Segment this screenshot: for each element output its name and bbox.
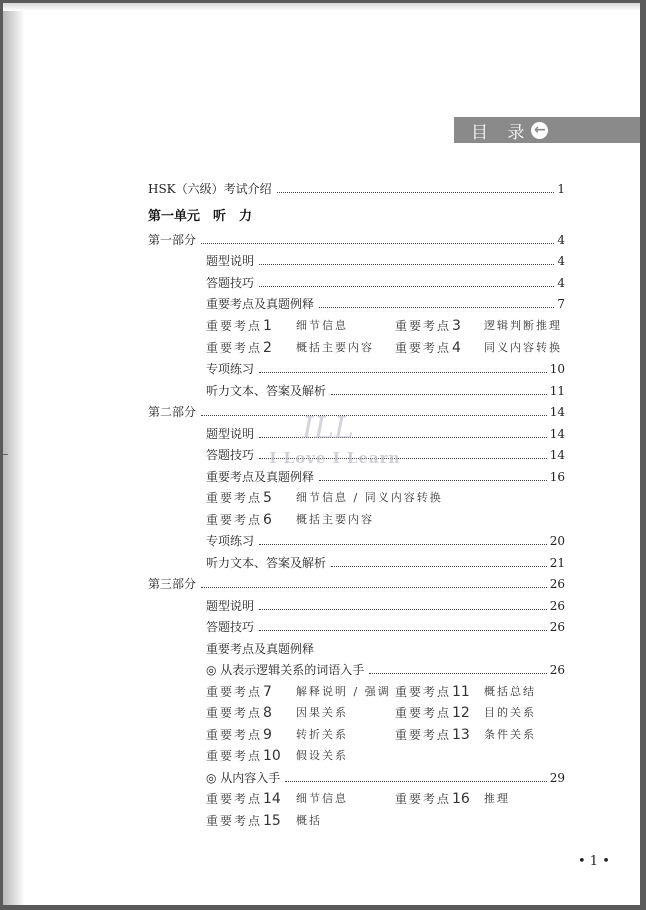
entry-label: 题型说明 (206, 254, 255, 268)
key-point-item[interactable] (206, 512, 374, 528)
toc-entry-part2-practice[interactable] (206, 533, 565, 549)
toc-entry-part2[interactable] (148, 404, 565, 420)
entry-page: 26 (549, 577, 565, 591)
entry-page: 14 (549, 427, 565, 441)
leader-dots (259, 372, 547, 373)
entry-label: 听力文本、答案及解析 (206, 384, 327, 398)
leader-dots (259, 458, 547, 459)
kp-number: 15 (263, 813, 281, 829)
leader-dots (319, 480, 547, 481)
toc-entry-part1[interactable] (148, 232, 565, 248)
kp-desc: 细节信息 (296, 792, 348, 805)
kp-desc: 概括主要内容 (296, 341, 374, 354)
key-point-item[interactable] (395, 791, 510, 807)
key-point-item[interactable] (206, 727, 348, 743)
toc-entry-part3-skills[interactable] (206, 619, 565, 635)
kp-label: 重要考点 (395, 706, 452, 720)
watermark-text: I Love I Learn (269, 449, 401, 467)
kp-desc: 因果关系 (296, 706, 348, 719)
key-point-item[interactable] (206, 791, 348, 807)
kp-number: 6 (263, 512, 272, 528)
toc-entry-part3-keypoints[interactable]: 重要考点及真题例释 (206, 642, 315, 656)
entry-page: 21 (549, 556, 565, 570)
leader-dots (331, 566, 547, 567)
kp-number: 4 (452, 340, 461, 356)
key-point-item[interactable] (206, 705, 348, 721)
kp-desc: 转折关系 (296, 728, 348, 741)
kp-desc: 概括 (296, 814, 322, 827)
kp-number: 7 (263, 684, 272, 700)
key-point-item[interactable] (395, 705, 536, 721)
toc-entry-part2-skills[interactable] (206, 447, 565, 463)
toc-entry-part2-type[interactable] (206, 426, 565, 442)
key-point-item[interactable] (206, 490, 443, 506)
entry-page: 20 (549, 534, 565, 548)
kp-label: 重要考点 (206, 491, 263, 505)
kp-number: 2 (263, 340, 272, 356)
watermark-logo: ILL (302, 411, 354, 446)
entry-label: HSK（六级）考试介绍 (148, 182, 272, 196)
entry-label: 第三部分 (148, 577, 197, 591)
document-page (3, 3, 640, 905)
entry-label: ◎ 从表示逻辑关系的词语入手 (206, 663, 365, 677)
entry-page: 16 (549, 470, 565, 484)
toc-entry-part3-content[interactable] (206, 770, 565, 786)
entry-label: 专项练习 (206, 362, 255, 376)
kp-desc: 细节信息 / 同义内容转换 (296, 491, 443, 504)
page-number: • 1 • (578, 854, 610, 869)
entry-label: 听力文本、答案及解析 (206, 556, 327, 570)
key-point-item[interactable] (206, 340, 374, 356)
leader-dots (259, 609, 547, 610)
kp-desc: 解释说明 / 强调 (296, 685, 391, 698)
kp-label: 重要考点 (206, 792, 263, 806)
toc-banner (454, 117, 640, 143)
kp-label: 重要考点 (206, 341, 263, 355)
kp-label: 重要考点 (395, 319, 452, 333)
entry-page: 10 (549, 362, 565, 376)
top-shadow (3, 3, 640, 11)
kp-number: 3 (452, 318, 461, 334)
entry-label: 第一部分 (148, 233, 197, 247)
kp-desc: 同义内容转换 (484, 341, 562, 354)
kp-label: 重要考点 (206, 814, 263, 828)
kp-number: 5 (263, 490, 272, 506)
entry-page: 4 (557, 254, 565, 268)
kp-label: 重要考点 (395, 792, 452, 806)
entry-page: 4 (557, 276, 565, 290)
toc-entry-part2-answers[interactable] (206, 555, 565, 571)
entry-page: 26 (549, 599, 565, 613)
kp-label: 重要考点 (395, 341, 452, 355)
unit-heading: 第一单元 听 力 (148, 209, 253, 224)
kp-number: 8 (263, 705, 272, 721)
kp-label: 重要考点 (206, 685, 263, 699)
kp-label: 重要考点 (206, 319, 263, 333)
kp-number: 13 (452, 727, 470, 743)
entry-page: 26 (549, 620, 565, 634)
entry-page: 14 (549, 448, 565, 462)
toc-entry-part1-keypoints[interactable] (206, 296, 565, 312)
leader-dots (259, 544, 547, 545)
kp-label: 重要考点 (206, 706, 263, 720)
entry-label: 答题技巧 (206, 276, 255, 290)
entry-label: 第二部分 (148, 405, 197, 419)
kp-label: 重要考点 (206, 728, 263, 742)
kp-number: 11 (452, 684, 470, 700)
entry-label: 答题技巧 (206, 448, 255, 462)
kp-number: 16 (452, 791, 470, 807)
key-point-item[interactable] (395, 318, 562, 334)
kp-desc: 逻辑判断推理 (484, 319, 562, 332)
key-point-item[interactable] (206, 748, 348, 764)
toc-entry-part2-keypoints[interactable] (206, 469, 565, 485)
kp-label: 重要考点 (395, 685, 452, 699)
entry-label: 题型说明 (206, 599, 255, 613)
entry-label: 题型说明 (206, 427, 255, 441)
entry-page: 14 (549, 405, 565, 419)
leader-dots (285, 781, 546, 782)
kp-label: 重要考点 (395, 728, 452, 742)
leader-dots (201, 243, 554, 244)
kp-desc: 推理 (484, 792, 510, 805)
entry-label: 重要考点及真题例释 (206, 297, 315, 311)
entry-page: 4 (557, 233, 565, 247)
toc-entry-part1-practice[interactable] (206, 361, 565, 377)
toc-entry-part3-logic-words[interactable] (206, 662, 565, 678)
leader-dots (259, 264, 554, 265)
kp-desc: 目的关系 (484, 706, 536, 719)
leader-dots (369, 673, 546, 674)
leader-dots (259, 630, 547, 631)
entry-page: 1 (557, 182, 565, 196)
toc-entry-part3[interactable] (148, 576, 565, 592)
entry-label: 答题技巧 (206, 620, 255, 634)
key-point-item[interactable] (206, 318, 348, 334)
toc-title: 目 录 (471, 122, 532, 143)
entry-page: 11 (549, 384, 565, 398)
leader-dots (277, 192, 555, 193)
key-point-item[interactable] (395, 727, 536, 743)
arrow-left-icon[interactable]: ← (531, 122, 548, 139)
kp-desc: 条件关系 (484, 728, 536, 741)
leader-dots (319, 307, 554, 308)
key-point-item[interactable] (206, 813, 322, 829)
entry-label: 专项练习 (206, 534, 255, 548)
key-point-item[interactable] (395, 684, 536, 700)
toc-entry-part1-type[interactable] (206, 253, 565, 269)
toc-entry-intro[interactable] (148, 181, 565, 197)
edge-mark (3, 454, 8, 455)
toc-entry-part3-type[interactable] (206, 598, 565, 614)
toc-entry-part1-answers[interactable] (206, 383, 565, 399)
kp-label: 重要考点 (206, 513, 263, 527)
leader-dots (331, 394, 547, 395)
kp-number: 9 (263, 727, 272, 743)
entry-page: 7 (557, 297, 565, 311)
kp-number: 12 (452, 705, 470, 721)
entry-page: 26 (549, 663, 565, 677)
entry-label: 重要考点及真题例释 (206, 470, 315, 484)
toc-entry-part1-skills[interactable] (206, 275, 565, 291)
kp-desc: 假设关系 (296, 749, 348, 762)
entry-label: ◎ 从内容入手 (206, 771, 281, 785)
key-point-item[interactable] (395, 340, 562, 356)
kp-desc: 概括总结 (484, 685, 536, 698)
leader-dots (201, 587, 547, 588)
key-point-item[interactable] (206, 684, 391, 700)
leader-dots (259, 437, 547, 438)
entry-page: 29 (549, 771, 565, 785)
kp-label: 重要考点 (206, 749, 263, 763)
leader-dots (259, 286, 554, 287)
kp-number: 1 (263, 318, 272, 334)
leader-dots (201, 415, 547, 416)
kp-number: 14 (263, 791, 281, 807)
kp-number: 10 (263, 748, 281, 764)
kp-desc: 概括主要内容 (296, 513, 374, 526)
kp-desc: 细节信息 (296, 319, 348, 332)
